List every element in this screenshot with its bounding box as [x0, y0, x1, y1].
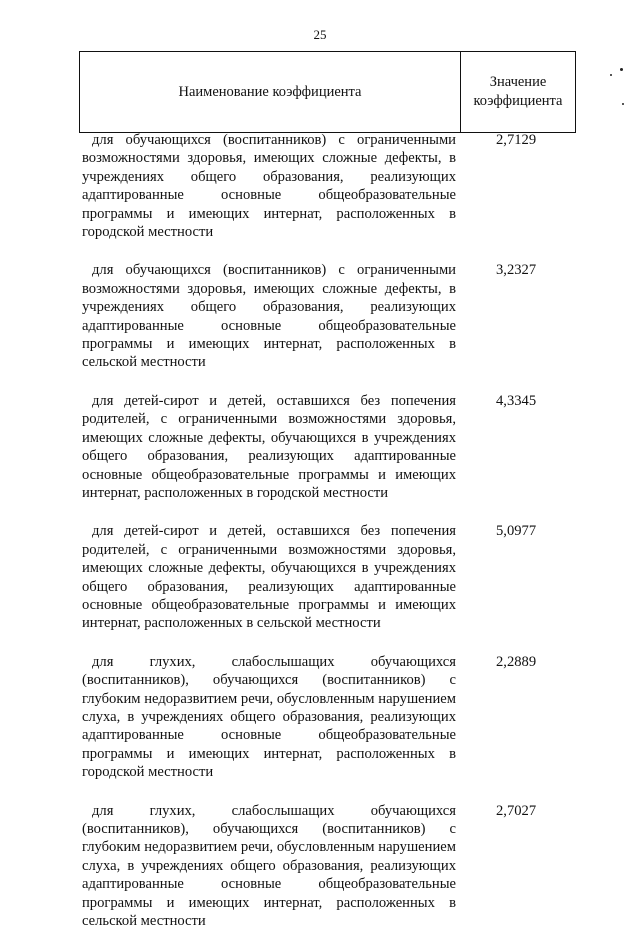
row-value: 3,2327	[496, 262, 537, 279]
scan-speck	[620, 68, 623, 71]
row-value: 2,7129	[496, 132, 537, 148]
header-coefficient-name: Наименование коэффициента	[80, 52, 461, 132]
coefficient-table-body	[79, 131, 576, 950]
row-value: 5,0977	[496, 523, 537, 540]
row-description: для обучающихся (воспитанников) с ограниченными возможностями здоровья, имеющих сложные дефекты, в учреждениях общего образования, реализующих адаптированные основные общеобразовательные программы и имеющих интернат, расположенных в сельской местности	[82, 262, 456, 371]
table-row	[79, 653, 576, 782]
table-row	[79, 131, 576, 241]
table-row	[79, 522, 576, 632]
table-row	[79, 392, 576, 502]
table-header	[79, 51, 576, 133]
row-description: для глухих, слабослышащих обучающихся (воспитанников), обучающихся (воспитанников) с глубоким недоразвитием речи, обусловленным нарушением слуха, в учреждениях общего образования, реализующих адаптированные основные общеобразовательные программы и имеющих интернат, расположенных в городской местности	[82, 653, 456, 781]
scan-speck	[610, 74, 612, 76]
row-description: для детей-сирот и детей, оставшихся без попечения родителей, с ограниченными возможностями здоровья, имеющих сложные дефекты, обучающихся в учреждениях общего образования, реализующих адаптированные основные общеобразовательные программы и имеющих интернат, расположенных в городской местности	[82, 392, 456, 501]
row-value: 4,3345	[496, 392, 537, 409]
scan-speck	[622, 103, 624, 105]
header-coefficient-value: Значение коэффициента	[473, 74, 563, 109]
row-value: 2,2889	[496, 653, 537, 670]
table-row	[79, 261, 576, 371]
page-number: 25	[313, 27, 327, 42]
row-description: для обучающихся (воспитанников) с ограниченными возможностями здоровья, имеющих сложные дефекты, в учреждениях общего образования, реализующих адаптированные основные общеобразовательные программы и имеющих интернат, расположенных в городской местности	[82, 132, 456, 241]
row-value: 2,7027	[496, 802, 537, 819]
row-description: для глухих, слабослышащих обучающихся (воспитанников), обучающихся (воспитанников) с глубоким недоразвитием речи, обусловленным нарушением слуха, в учреждениях общего образования, реализующих адаптированные основные общеобразовательные программы и имеющих интернат, расположенных в сельской местности	[82, 802, 456, 930]
table-row	[79, 802, 576, 931]
row-description: для детей-сирот и детей, оставшихся без попечения родителей, с ограниченными возможностями здоровья, имеющих сложные дефекты, обучающихся в учреждениях общего образования, реализующих адаптированные основные общеобразовательные программы и имеющих интернат, расположенных в сельской местности	[82, 523, 456, 632]
